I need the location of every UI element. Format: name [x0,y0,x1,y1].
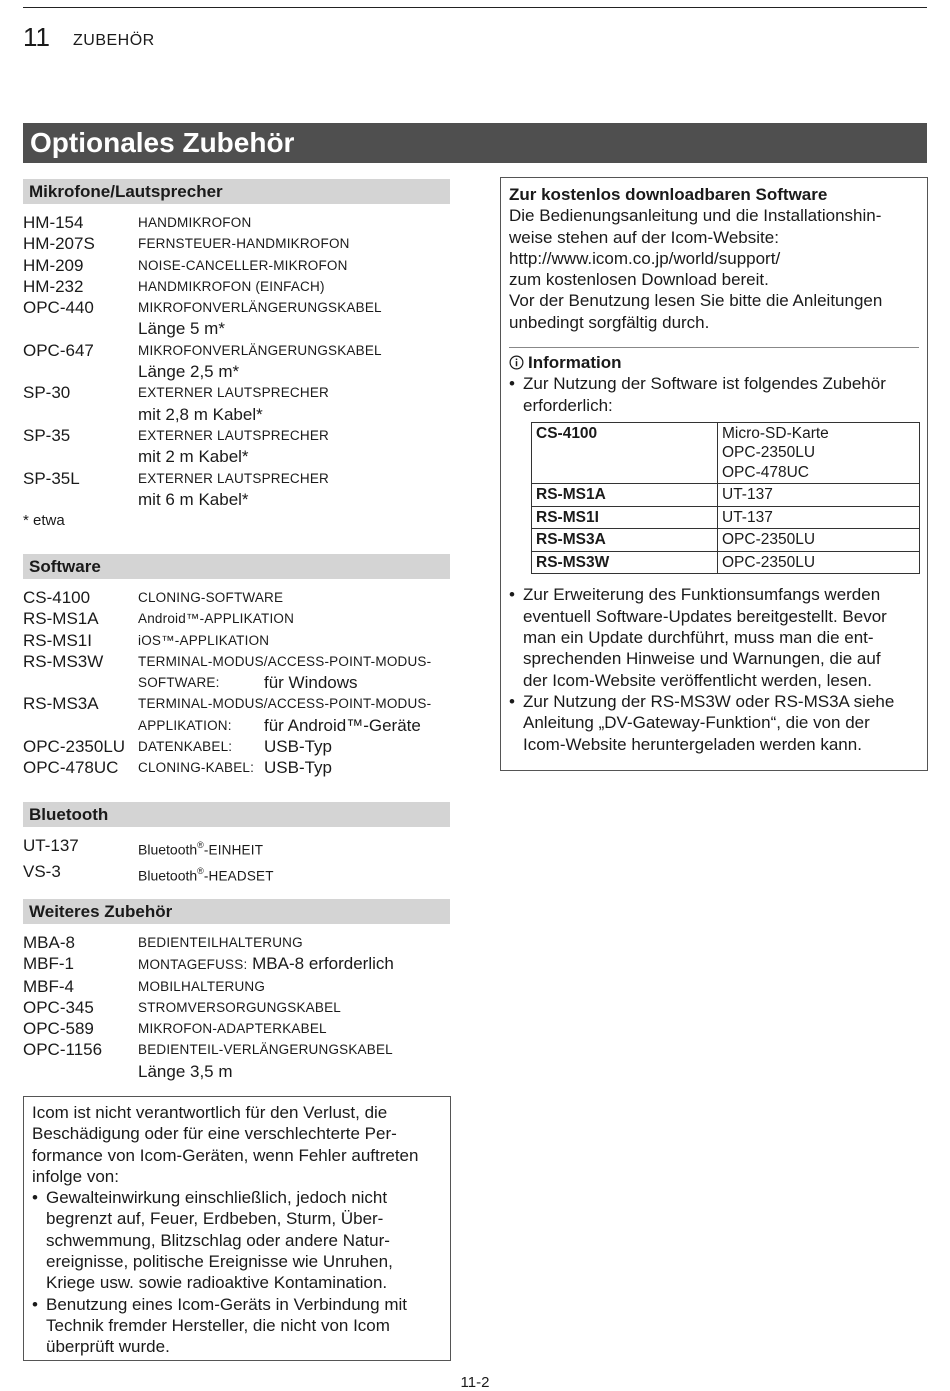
item-code: HM-154 [23,213,84,232]
table-cell-software: RS-MS1I [532,506,718,529]
item-desc: HANDMIKROFON (EINFACH) [138,278,325,294]
item-value: für Android™-Geräte [264,715,421,735]
list-item [23,835,450,861]
item-desc: -HEADSET [203,868,274,884]
footnote: * etwa [23,512,65,530]
list-item-continuation [23,715,450,736]
software-accessory-table [531,422,920,575]
list-item [23,997,450,1018]
disclaimer-bullet: • Gewalteinwirkung einschließlich, jedoch nicht begrenzt auf, Feuer, Erdbeben, Sturm, Über- schwemmung, Blitzschlag oder andere Natur- ereignisse, politische Ereignisse wie Unruhen, Kriege usw. sowie radioaktive Kontamination. [32,1188,393,1293]
disclaimer-line: infolge von: [32,1166,119,1186]
item-code: SP-35L [23,468,80,488]
chapter-title: ZUBEHÖR [73,32,155,49]
disclaimer-line: Icom ist nicht verantwortlich für den Verlust, die [32,1103,388,1122]
item-code: VS-3 [23,861,61,881]
list-item [23,1018,450,1039]
item-detail: Länge 5 m* [138,319,225,339]
item-desc: SOFTWARE: [138,675,220,691]
item-code: MBA-8 [23,933,75,952]
download-title: Zur kostenlos downloadbaren Software [509,185,828,204]
item-detail: mit 2 m Kabel* [138,447,249,467]
list-item [23,630,450,651]
header-rule [23,7,927,8]
table-cell-software: RS-MS3W [532,551,718,574]
disclaimer-line: Beschädigung oder für eine verschlechterte Per- [32,1124,397,1144]
item-code: OPC-1156 [23,1040,103,1060]
disclaimer-bullet: • Benutzung eines Icom-Geräts in Verbindung mit Technik fremder Hersteller, die nicht von Icom überprüft wurde. [32,1294,407,1357]
list-item [23,340,450,361]
item-desc: HANDMIKROFON [138,215,252,230]
download-line: Die Bedienungsanleitung und die Installationshin- [509,206,882,226]
item-desc: EXTERNER LAUTSPRECHER [138,385,329,401]
list-item [23,953,450,975]
item-code: HM-207S [23,234,95,254]
section-mikrofone [23,179,450,531]
list-item [23,212,450,233]
item-desc: MOBILHALTERUNG [138,978,266,994]
item-desc: TERMINAL-MODUS/ACCESS-POINT-MODUS- [138,653,432,669]
section-heading: Mikrofone/Lautsprecher [23,179,450,204]
item-code: CS-4100 [23,588,91,607]
item-code: RS-MS3A [23,694,99,714]
list-item [23,233,450,254]
download-line: Vor der Benutzung lesen Sie bitte die Anleitungen [509,291,883,311]
list-item [23,693,450,714]
table-cell-accessory: UT-137 [718,484,920,507]
page-number: 11-2 [460,1374,490,1391]
table-row [532,506,920,529]
accessory-list [23,587,450,779]
list-item [23,608,450,629]
item-value: USB-Typ [264,758,333,778]
list-item [23,651,450,672]
info-bullet: • Zur Erweiterung des Funktionsumfangs werden eventuell Software-Updates bereitgestellt. Bevor man ein Update durchführt, muss man die ent- sprechenden Hinweise und Warnungen, die auf der Icom-Website veröffentlicht werden, lesen. [509,585,887,690]
item-desc: MIKROFON-ADAPTERKABEL [138,1021,327,1037]
info-title: Information [528,353,622,373]
disclaimer-line: formance von Icom-Geräten, wenn Fehler auftreten [32,1145,419,1165]
item-desc: iOS™-APPLIKATION [138,632,270,648]
item-desc: CLONING-KABEL: [138,760,255,776]
item-code: OPC-647 [23,340,94,360]
table-row [532,551,920,574]
info-bullet: • Zur Nutzung der Software ist folgendes Zubehör erforderlich: [509,374,886,415]
item-code: SP-35 [23,425,71,445]
chapter-number: 11 [23,22,50,52]
list-item [23,1039,450,1060]
item-code: UT-137 [23,836,79,855]
info-heading [509,352,919,373]
registered-mark: ® [197,865,204,876]
table-row [532,529,920,552]
item-code: MBF-1 [23,954,74,974]
item-code: RS-MS1A [23,609,99,629]
item-value: MBA-8 erforderlich [252,954,394,974]
item-code: SP-30 [23,383,71,403]
table-cell-accessory: OPC-2350LU [718,551,920,574]
divider [509,347,919,348]
item-desc: BEDIENTEILHALTERUNG [138,935,303,950]
list-item [23,587,450,608]
table-cell-accessory: Micro-SD-Karte OPC-2350LU OPC-478UC [718,422,920,484]
list-item [23,468,450,489]
item-desc: APPLIKATION: [138,717,232,733]
item-code: MBF-4 [23,976,74,996]
item-value: für Windows [264,673,358,693]
item-desc: MIKROFONVERLÄNGERUNGSKABEL [138,300,382,316]
item-detail: Länge 3,5 m [138,1061,233,1081]
item-brand: Bluetooth [138,867,198,884]
download-line: unbedingt sorgfältig durch. [509,312,710,332]
item-code: HM-232 [23,276,84,296]
list-item [23,932,450,953]
download-info-box [500,177,928,771]
list-item [23,736,450,757]
item-desc: DATENKABEL: [138,739,233,755]
section-heading: Software [23,554,450,579]
item-desc: MIKROFONVERLÄNGERUNGSKABEL [138,342,382,358]
table-row [532,422,920,484]
list-item [23,276,450,297]
registered-mark: ® [197,840,204,850]
item-code: OPC-589 [23,1019,94,1039]
list-item [23,757,450,778]
item-code: RS-MS1I [23,630,92,650]
table-cell-software: RS-MS1A [532,484,718,507]
banner-title: Optionales Zubehör [30,127,295,158]
item-desc: TERMINAL-MODUS/ACCESS-POINT-MODUS- [138,696,432,712]
section-weiteres [23,899,450,1082]
section-banner [23,123,927,163]
item-desc: NOISE-CANCELLER-MIKROFON [138,257,348,273]
item-desc: MONTAGEFUSS: [138,957,248,973]
accessory-list [23,932,450,1082]
list-item [23,382,450,403]
item-desc: BEDIENTEIL-VERLÄNGERUNGSKABEL [138,1042,393,1058]
section-heading: Weiteres Zubehör [23,899,450,924]
item-value: USB-Typ [264,737,333,757]
table-cell-accessory: OPC-2350LU [718,529,920,552]
table-cell-accessory: UT-137 [718,506,920,529]
item-detail: mit 2,8 m Kabel* [138,404,263,424]
item-code: OPC-2350LU [23,737,126,757]
table-cell-software: CS-4100 [532,422,718,484]
item-code: OPC-478UC [23,758,119,778]
info-icon [509,355,524,370]
download-line: zum kostenlosen Download bereit. [509,270,769,290]
download-url: http://www.icom.co.jp/world/support/ [509,248,781,268]
accessory-list [23,835,450,887]
item-desc: EXTERNER LAUTSPRECHER [138,427,329,443]
item-code: OPC-440 [23,298,94,318]
item-detail: mit 6 m Kabel* [138,489,249,509]
section-heading: Bluetooth [23,802,450,827]
item-code: HM-209 [23,255,84,275]
list-item [23,425,450,446]
item-brand: Bluetooth [138,841,198,858]
list-item [23,976,450,997]
item-code: RS-MS3W [23,651,104,671]
item-desc: EXTERNER LAUTSPRECHER [138,470,329,486]
item-desc: FERNSTEUER-HANDMIKROFON [138,236,350,252]
list-item-continuation [23,672,450,693]
download-line: weise stehen auf der Icom-Website: [509,227,779,247]
item-desc: -EINHEIT [203,842,264,858]
list-item [23,255,450,276]
section-bluetooth [23,802,450,887]
item-detail: Länge 2,5 m* [138,362,240,382]
accessory-list [23,212,450,531]
info-bullet: • Zur Nutzung der RS-MS3W oder RS-MS3A siehe Anleitung „DV-Gateway-Funktion“, die von der Icom-Website heruntergeladen werden kann. [509,691,895,754]
section-software [23,554,450,779]
table-row [532,484,920,507]
item-desc: STROMVERSORGUNGSKABEL [138,999,341,1015]
item-desc: CLONING-SOFTWARE [138,590,284,605]
item-code: OPC-345 [23,997,94,1017]
disclaimer-box [23,1096,451,1361]
item-desc: Android™-APPLIKATION [138,611,295,627]
list-item [23,297,450,318]
table-cell-software: RS-MS3A [532,529,718,552]
list-item [23,861,450,887]
